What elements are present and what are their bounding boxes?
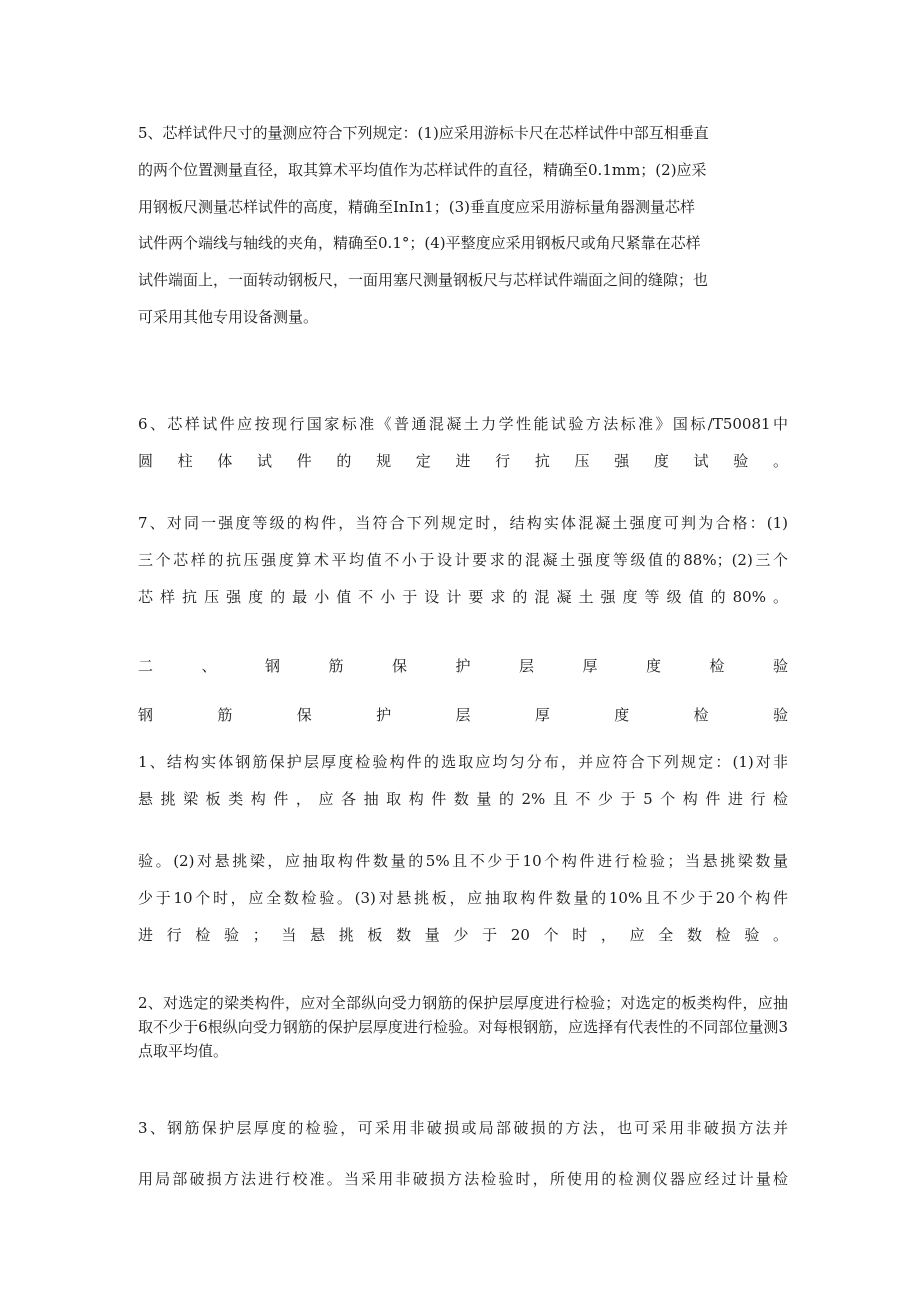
text-line: 用局部破损方法进行校准。当采用非破损方法检验时，所使用的检测仪器应经过计量检 <box>138 1169 788 1188</box>
paragraph-q1b <box>138 843 788 953</box>
text-block: 2、对选定的梁类构件，应对全部纵向受力钢筋的保护层厚度进行检验；对选定的板类构件，应抽取不少于6根纵向受力钢筋的保护层厚度进行检验。对每根钢筋，应选择有代表性的不同部位量测3点取平均值。 <box>138 994 788 1060</box>
paragraph-q1a <box>138 744 788 818</box>
text-line: 芯样抗压强度的最小值不小于设计要求的混凝土强度等级值的80%。 <box>138 587 788 606</box>
paragraph-7 <box>138 505 788 615</box>
text-line: 圆柱体试件的规定进行抗压强度试验。 <box>138 451 788 470</box>
section-heading <box>138 648 788 685</box>
subheading <box>138 697 788 734</box>
paragraph-q2 <box>138 991 788 1063</box>
text-line: 可采用其他专用设备测量。 <box>138 307 319 326</box>
text-line: 1、结构实体钢筋保护层厚度检验构件的选取应均匀分布，并应符合下列规定：(1)对非 <box>138 753 788 771</box>
text-line: 6、芯样试件应按现行国家标准《普通混凝土力学性能试验方法标准》国标/T50081中 <box>138 415 788 433</box>
subheading-text: 钢筋保护层厚度检验 <box>138 706 788 724</box>
paragraph-5 <box>138 115 788 336</box>
heading-text: 二、钢筋保护层厚度检验 <box>138 657 788 675</box>
text-line: 试件端面上，一面转动钢板尺，一面用塞尺测量钢板尺与芯样试件端面之间的缝隙；也 <box>138 271 709 290</box>
text-line: 三个芯样的抗压强度算术平均值不小于设计要求的混凝土强度等级值的88%；(2)三个 <box>138 550 788 569</box>
text-line: 7、对同一强度等级的构件，当符合下列规定时，结构实体混凝土强度可判为合格：(1) <box>138 514 788 532</box>
text-line: 5、芯样试件尺寸的量测应符合下列规定：(1)应采用游标卡尺在芯样试件中部互相垂直 <box>138 124 709 142</box>
text-line: 验。(2)对悬挑梁，应抽取构件数量的5%且不少于10个构件进行检验；当悬挑梁数量 <box>138 852 788 870</box>
paragraph-6 <box>138 406 788 480</box>
text-line: 3、钢筋保护层厚度的检验，可采用非破损或局部破损的方法，也可采用非破损方法并 <box>138 1119 788 1137</box>
text-line: 进行检验；当悬挑板数量少于20个时，应全数检验。 <box>138 925 788 944</box>
text-line: 用钢板尺测量芯样试件的高度，精确至InIn1；(3)垂直度应采用游标量角器测量芯样 <box>138 197 695 216</box>
text-line: 少于10个时，应全数检验。(3)对悬挑板，应抽取构件数量的10%且不少于20个构件 <box>138 888 788 907</box>
text-line: 的两个位置测量直径，取其算术平均值作为芯样试件的直径，精确至0.1mm；(2)应采 <box>138 160 707 179</box>
text-line: 悬挑梁板类构件，应各抽取构件数量的2%且不少于5个构件进行检 <box>138 789 788 808</box>
text-line: 试件两个端线与轴线的夹角，精确至0.1°；(4)平整度应采用钢板尺或角尺紧靠在芯样 <box>138 234 701 253</box>
paragraph-q3 <box>138 1110 788 1198</box>
